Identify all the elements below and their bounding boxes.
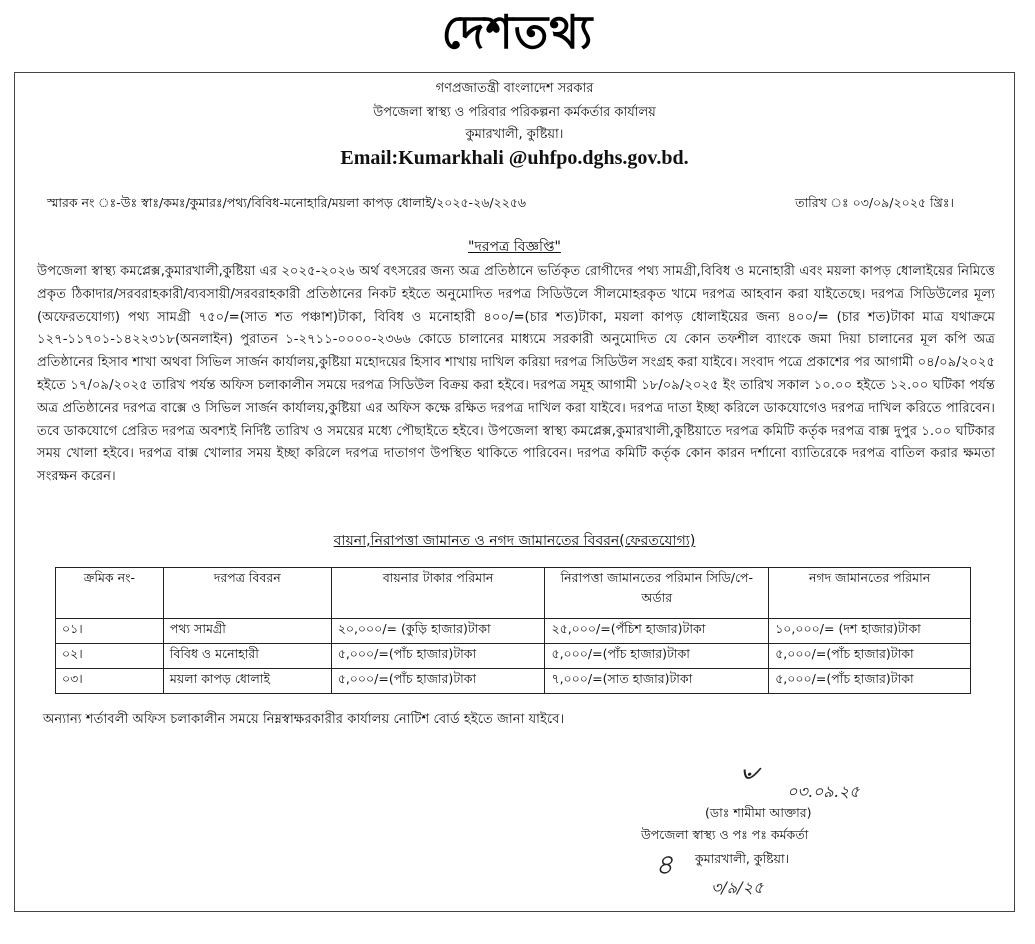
col-cash-deposit-header: নগদ জামানতের পরিমান	[769, 568, 971, 619]
signatory-name: (ডাঃ শামীমা আক্তার)	[705, 805, 812, 820]
table-header-row	[56, 568, 971, 619]
cell-description: বিবিধ ও মনোহারী	[163, 644, 331, 669]
cell-cash-deposit: ৫,০০০/=(পাঁচ হাজার)টাকা	[769, 644, 971, 669]
col-serial-header: ক্রমিক নং-	[56, 568, 164, 619]
notice-title: "দরপত্র বিজ্ঞপ্তি"	[468, 239, 561, 255]
col-security-deposit-header: নিরাপত্তা জামানতের পরিমান সিডি/পে-অর্ডার	[545, 568, 769, 619]
cell-security-deposit: ৭,০০০/=(সাত হাজার)টাকা	[545, 669, 769, 694]
initial-scribble: ৪	[655, 848, 674, 881]
cell-security-deposit: ২৫,০০০/=(পঁচিশ হাজার)টাকা	[545, 619, 769, 644]
memo-reference: স্মারক নং ঃ-উঃ স্বাঃ/কমঃ/কুমারঃ/পথ্য/বিবিধ-মনোহারি/ময়লা কাপড় ধোলাই/২০২৫-২৬/২২৫৬	[47, 195, 527, 210]
col-description-header: দরপত্র বিবরন	[163, 568, 331, 619]
letterhead-office: উপজেলা স্বাস্থ্য ও পরিবার পরিকল্পনা কর্মকর্তার কার্যালয়	[373, 105, 656, 120]
signatory-title: উপজেলা স্বাস্থ্য ও পঃ পঃ কর্মকর্তা	[641, 827, 809, 842]
letterhead-email: Email:Kumarkhali @uhfpo.dghs.gov.bd.	[340, 147, 689, 169]
cell-description: ময়লা কাপড় ধোলাই	[163, 669, 331, 694]
table-row	[56, 619, 971, 644]
cell-serial: ০৩।	[56, 669, 164, 694]
cell-earnest-money: ২০,০০০/= (কুড়ি হাজার)টাকা	[331, 619, 545, 644]
cell-serial: ০২।	[56, 644, 164, 669]
signature-scribble: ৺	[733, 759, 754, 799]
signature-date: ০৩.০৯.২৫	[787, 782, 860, 801]
terms-footnote: অন্যান্য শর্তাবলী অফিস চলাকালীন সময়ে নিম্নস্বাক্ষরকারীর কার্যালয় নোটিশ বোর্ড হইতে জানা যাইবে।	[43, 712, 565, 727]
cell-earnest-money: ৫,০০০/=(পাঁচ হাজার)টাকা	[331, 644, 545, 669]
cell-serial: ০১।	[56, 619, 164, 644]
cell-earnest-money: ৫,০০০/=(পাঁচ হাজার)টাকা	[331, 669, 545, 694]
notice-body: উপজেলা স্বাস্থ্য কমপ্লেক্স,কুমারখালী,কুষ্টিয়া এর ২০২৫-২০২৬ অর্থ বৎসরের জন্য অত্র প্রতিষ্ঠানে ভর্তিকৃত রোগীদের পথ্য সামগ্রী,বিবিধ ও মনোহারী এবং ময়লা কাপড় ধোলাইয়ের নিমিত্তে প্রকৃত ঠিকাদার/সরবরাহকারী/ব্যবসায়ী/সরবরাহকারী প্রতিষ্ঠানের নিকট হইতে অনুমোদিত দরপত্র সিডিউলে সীলমোহরকৃত খামে দরপত্র আহবান করা যাইতেছে। দরপত্র সিডিউলের মূল্য (অফেরতযোগ্য) পথ্য সামগ্রী ৭৫০/=(সাত শত পঞ্চাশ)টাকা, বিবিধ ও মনোহারী ৪০০/=(চার শত)টাকা, ময়লা কাপড় ধোলাইয়ের জন্য ৪০০/= (চার শত)টাকা মাত্র যথাক্রমে ১২৭-১১৭০১-১৪২২৩১৮(অনলাইন) পুরাতন ১-২৭১১-০০০০-২৩৬৬ কোডে চালানের মাধ্যমে সরকারী অনুমোদিত যে কোন তফশীল ব্যাংকে জমা দিয়া চালানের মূল কপি অত্র প্রতিষ্ঠানের হিসাব শাখা অথবা সিভিল সার্জন কার্যালয়,কুষ্টিয়া মহোদয়ের হিসাব শাখায় দাখিল করিয়া দরপত্র সিডিউল সংগ্রহ করা যাইবে। সংবাদ পত্রে প্রকাশের পর আগামী ০৪/০৯/২০২৫ হইতে ১৭/০৯/২০২৫ তারিখ পর্যন্ত অফিস চলাকালীন সময়ে দরপত্র সিডিউল বিক্রয় করা হইবে। দরপত্র সমূহ আগামী ১৮/০৯/২০২৫ ইং তারিখ সকাল ১০.০০ হইতে ১২.০০ ঘটিকা পর্যন্ত অত্র প্রতিষ্ঠানের দরপত্র বাক্সে ও সিভিল সার্জন কার্যালয়,কুষ্টিয়া এর অফিস কক্ষে রক্ষিত দরপত্র দাখিল করা যাইবে। দরপত্র দাতা ইচ্ছা করিলে ডাকযোগেও দরপত্র দাখিল করিতে পারিবেন। তবে ডাকযোগে প্রেরিত দরপত্র অবশ্যই নির্দিষ্ট তারিখ ও সময়ের মধ্যে পৌছাইতে হইবে। উপজেলা স্বাস্থ্য কমপ্লেক্স,কুমারখালী,কুষ্টিয়াতে দরপত্র কমিটি কর্তৃক দরপত্র বাক্স দুপুর ১.০০ ঘটিকার সময় খোলা হইবে। দরপত্র বাক্স খোলার সময় ইচ্ছা করিলে দরপত্র দাতাগণ উপস্থিত থাকিতে পারিবেন। দরপত্র কমিটি কর্তৃক কোন কারন দর্শানো ব্যাতিরেকে দরপত্র বাতিল করার ক্ষমতা সংরক্ষন করেন।	[37, 264, 995, 485]
signatory-place: কুমারখালী, কুষ্টিয়া।	[695, 851, 790, 866]
cell-cash-deposit: ৫,০০০/=(পাঁচ হাজার)টাকা	[769, 669, 971, 694]
cell-security-deposit: ৫,০০০/=(পাঁচ হাজার)টাকা	[545, 644, 769, 669]
col-earnest-money-header: বায়নার টাকার পরিমান	[331, 568, 545, 619]
table-row	[56, 669, 971, 694]
tender-notice-document	[14, 72, 1015, 912]
table-row	[56, 644, 971, 669]
newspaper-logo: দেশতথ্য	[441, 5, 594, 59]
letterhead-location: কুমারখালী, কুষ্টিয়া।	[465, 127, 564, 142]
initial-date: ৩/৯/২৫	[711, 878, 764, 897]
fees-table-caption: বায়না,নিরাপত্তা জামানত ও নগদ জামানতের বিবরন(ফেরতযোগ্য)	[333, 533, 696, 549]
cell-cash-deposit: ১০,০০০/= (দশ হাজার)টাকা	[769, 619, 971, 644]
cell-description: পথ্য সামগ্রী	[163, 619, 331, 644]
fees-table	[55, 567, 971, 694]
masthead	[0, 0, 1035, 66]
letterhead-government: গণপ্রজাতন্ত্রী বাংলাদেশ সরকার	[435, 81, 594, 96]
memo-date: তারিখ ঃ ০৩/০৯/২০২৫ খ্রিঃ।	[795, 195, 954, 210]
